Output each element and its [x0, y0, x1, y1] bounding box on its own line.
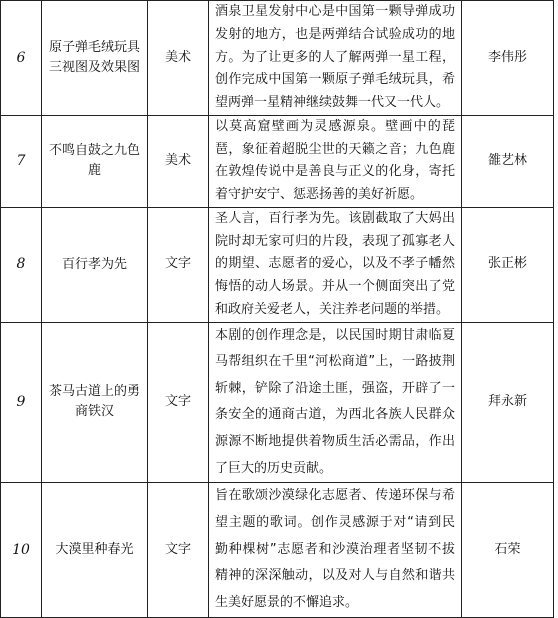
- work-description: 圣人言，百行孝为先。该剧截取了大妈出院时却无家可归的片段，表现了孤寡老人的期望、志愿者的爱心，以及不孝子幡然悔悟的动人场景。并从一个侧面突出了党和政府关爱老人，关注养老问题的举措。: [209, 207, 462, 322]
- row-number: 9: [1, 322, 42, 483]
- work-author: 拜永新: [462, 322, 554, 483]
- work-title: 百行孝为先: [42, 207, 148, 322]
- table-row: [1, 483, 554, 617]
- table-row: [1, 322, 554, 483]
- work-author: 张正彬: [462, 207, 554, 322]
- work-description: 酒泉卫星发射中心是中国第一颗导弹成功发射的地方，也是两弹结合试验成功的地方。为了让更多的人了解两弹一星工程，创作完成中国第一颗原子弹毛绒玩具，希望两弹一星精神继续鼓舞一代又一代人。: [209, 1, 462, 116]
- work-title: 原子弹毛绒玩具三视图及效果图: [42, 1, 148, 116]
- row-number: 7: [1, 115, 42, 207]
- work-category: 美术: [148, 1, 209, 116]
- work-description: 本剧的创作理念是，以民国时期甘肃临夏马帮组织在千里“河松商道”上，一路披荆斩棘，铲除了沿途土匪，强盗，开辟了一条安全的通商古道，为西北各族人民群众源源不断地提供着物质生活必需品，作出了巨大的历史贡献。: [209, 322, 462, 483]
- work-category: 文字: [148, 207, 209, 322]
- work-title: 茶马古道上的勇商铁汉: [42, 322, 148, 483]
- table-row: [1, 207, 554, 322]
- work-author: 雒艺林: [462, 115, 554, 207]
- work-author: 李伟彤: [462, 1, 554, 116]
- work-category: 文字: [148, 322, 209, 483]
- row-number: 8: [1, 207, 42, 322]
- row-number: 6: [1, 1, 42, 116]
- work-description: 旨在歌颂沙漠绿化志愿者、传递环保与希望主题的歌词。创作灵感源于对“请到民勤种棵树”志愿者和沙漠治理者坚韧不拔精神的深深触动，以及对人与自然和谐共生美好愿景的不懈追求。: [209, 483, 462, 617]
- work-category: 美术: [148, 115, 209, 207]
- row-number: 10: [1, 483, 42, 617]
- table-row: [1, 1, 554, 116]
- work-author: 石荣: [462, 483, 554, 617]
- work-title: 不鸣自鼓之九色鹿: [42, 115, 148, 207]
- table-row: [1, 115, 554, 207]
- work-title: 大漠里种春光: [42, 483, 148, 617]
- work-category: 文字: [148, 483, 209, 617]
- work-description: 以莫高窟壁画为灵感源泉。壁画中的琵琶，象征着超脱尘世的天籁之音；九色鹿在敦煌传说中是善良与正义的化身，寄托着守护安宁、惩恶扬善的美好祈愿。: [209, 115, 462, 207]
